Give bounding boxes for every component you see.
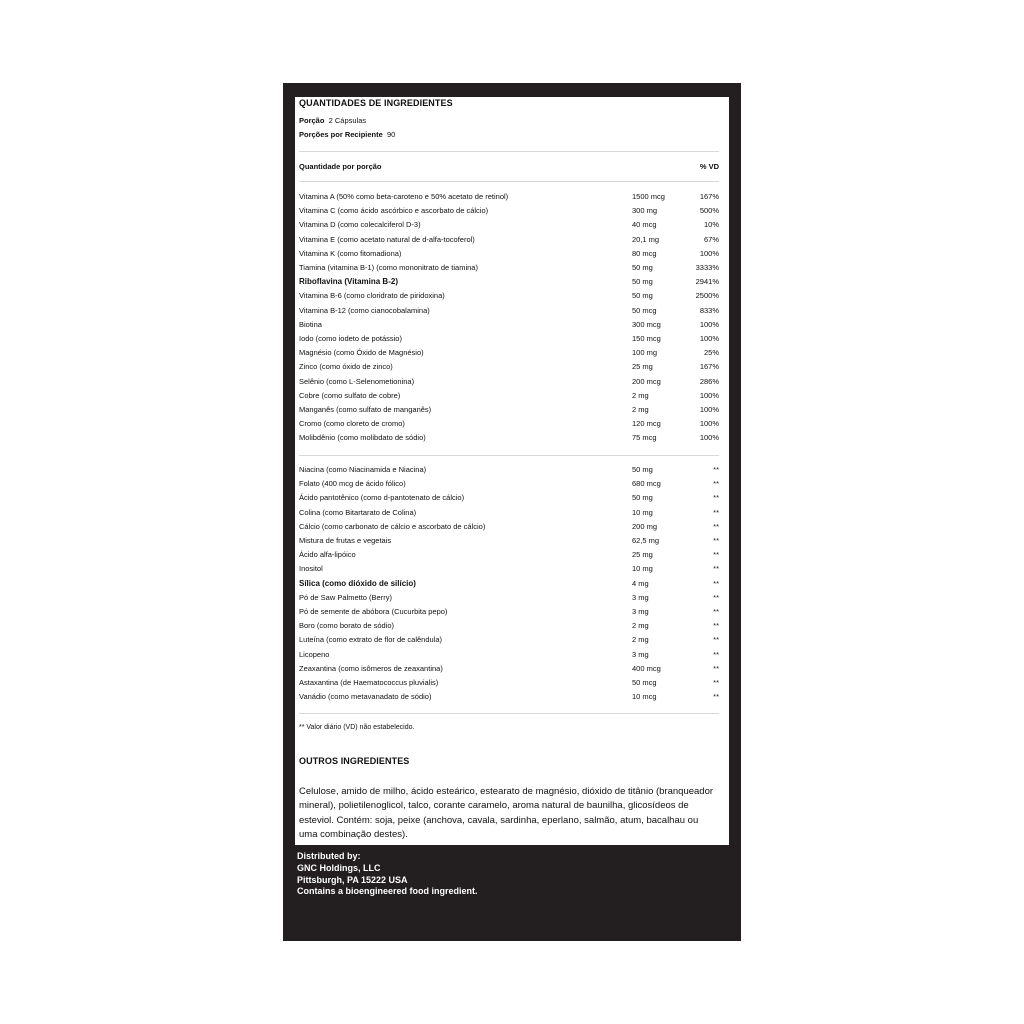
- nutrient-amount: 2 mg: [632, 390, 649, 400]
- nutrient-amount: 50 mg: [632, 493, 653, 503]
- nutrient-amount: 62,5 mg: [632, 536, 660, 545]
- nutrient-name: Boro (como borato de sódio): [299, 621, 395, 631]
- nutrient-amount: 2 mg: [632, 635, 649, 645]
- nutrient-dv: **: [713, 479, 719, 489]
- nutrient-amount: 300 mcg: [632, 319, 661, 329]
- nutrient-amount: 50 mg: [632, 277, 653, 287]
- table-row: [299, 619, 719, 633]
- table-row: [299, 506, 719, 520]
- servings-per-container-label: Porções por Recipiente: [299, 130, 383, 139]
- nutrient-dv: **: [713, 592, 719, 602]
- table-row: [299, 648, 719, 662]
- nutrient-amount: 40 mcg: [632, 220, 657, 230]
- table-row: [299, 190, 719, 204]
- table-row: [299, 332, 719, 346]
- nutrient-name: Zinco (como óxido de zinco): [299, 362, 393, 372]
- table-row: [299, 662, 719, 676]
- nutrient-amount: 50 mg: [632, 263, 653, 272]
- table-row: [299, 375, 719, 389]
- nutrient-name: Vanádio (como metavanadato de sódio): [299, 692, 432, 702]
- nutrient-dv: **: [713, 578, 719, 588]
- table-row: [299, 247, 719, 261]
- table-row: [299, 304, 719, 318]
- nutrient-dv: 500%: [699, 206, 719, 216]
- nutrient-name: Folato (400 mcg de ácido fólico): [299, 479, 406, 489]
- nutrient-amount: 50 mcg: [632, 305, 657, 315]
- table-row: [299, 463, 719, 477]
- table-row: [299, 318, 719, 332]
- nutrient-dv: **: [713, 678, 719, 687]
- nutrient-name: Cromo (como cloreto de cromo): [299, 419, 405, 429]
- nutrient-name: Vitamina K (como fitomadiona): [299, 248, 402, 258]
- nutrient-name: Vitamina C (como ácido ascórbico e ascorbato de cálcio): [299, 206, 489, 216]
- nutrient-amount: 4 mg: [632, 578, 649, 588]
- nutrient-amount: 120 mcg: [632, 419, 661, 429]
- table-row: [299, 360, 719, 374]
- nutrient-amount: 100 mg: [632, 348, 658, 358]
- table-row: [299, 204, 719, 218]
- divider: [299, 713, 719, 714]
- serving-size: [299, 116, 366, 125]
- table-row: [299, 520, 719, 534]
- nutrient-amount: 1500 mcg: [632, 192, 665, 201]
- distributor-company: GNC Holdings, LLC: [297, 862, 381, 873]
- table-row: [299, 534, 719, 548]
- amount-per-serving-header: Quantidade por porção: [299, 162, 382, 171]
- nutrient-amount: 80 mcg: [632, 248, 657, 258]
- nutrient-name: Ácido pantotênico (como d-pantotenato de cálcio): [299, 493, 465, 503]
- nutrient-dv: 833%: [699, 305, 719, 315]
- nutrient-dv: 286%: [699, 376, 719, 386]
- ingredients-title: QUANTIDADES DE INGREDIENTES: [299, 98, 453, 108]
- dv-footnote: ** Valor diário (VD) não estabelecido.: [299, 724, 415, 731]
- table-row: [299, 275, 719, 289]
- table-row: [299, 417, 719, 431]
- table-row: [299, 633, 719, 647]
- nutrient-name: Riboflavina (Vitamina B-2): [299, 277, 398, 287]
- table-row: [299, 577, 719, 591]
- nutrient-dv: **: [713, 607, 719, 616]
- nutrient-name: Molibdênio (como molibdato de sódio): [299, 433, 426, 443]
- nutrient-name: Licopeno: [299, 649, 330, 659]
- nutrient-dv: 167%: [699, 362, 719, 372]
- nutrient-amount: 200 mg: [632, 521, 658, 531]
- nutrient-amount: 20,1 mg: [632, 234, 660, 244]
- nutrient-dv: 167%: [699, 192, 719, 201]
- servings-per-container-value: 90: [386, 130, 396, 139]
- nutrient-name: Zeaxantina (como isômeros de zeaxantina): [299, 663, 443, 673]
- table-row: [299, 233, 719, 247]
- table-row: [299, 289, 719, 303]
- divider: [299, 455, 719, 456]
- nutrient-name: Manganês (como sulfato de manganês): [299, 405, 432, 414]
- nutrient-dv: 100%: [699, 334, 719, 343]
- table-row: [299, 389, 719, 403]
- nutrient-dv: 2941%: [695, 277, 719, 287]
- nutrient-name: Tiamina (vitamina B-1) (como mononitrato de tiamina): [299, 263, 478, 272]
- serving-value: 2 Cápsulas: [328, 116, 367, 125]
- table-row: [299, 676, 719, 690]
- nutrient-amount: 50 mcg: [632, 678, 657, 687]
- table-row: [299, 218, 719, 232]
- distributor-info: [297, 851, 597, 898]
- divider: [299, 181, 719, 182]
- nutrient-amount: 150 mcg: [632, 334, 661, 343]
- table-row: [299, 403, 719, 417]
- nutrient-name: Iodo (como iodeto de potássio): [299, 334, 402, 343]
- nutrient-name: Mistura de frutas e vegetais: [299, 536, 392, 545]
- distributor-line: Distributed by:: [297, 851, 361, 861]
- nutrient-amount: 75 mcg: [632, 433, 657, 443]
- table-row: [299, 690, 719, 704]
- ingredients-card: [295, 97, 729, 845]
- nutrient-name: Sílica (como dióxido de silício): [299, 578, 416, 588]
- nutrient-name: Vitamina B-12 (como cianocobalamina): [299, 305, 430, 315]
- distributor-address: Pittsburgh, PA 15222 USA: [297, 874, 408, 885]
- table-row: [299, 491, 719, 505]
- nutrient-amount: 25 mg: [632, 362, 653, 372]
- nutrient-amount: 3 mg: [632, 607, 649, 616]
- serving-label: Porção: [299, 116, 325, 125]
- nutrient-amount: 3 mg: [632, 649, 649, 659]
- dv-header: % VD: [699, 162, 719, 171]
- nutrient-amount: 10 mg: [632, 564, 653, 574]
- nutrient-dv: **: [713, 635, 719, 645]
- other-ingredients-text: Celulose, amido de milho, ácido esteárico, estearato de magnésio, dióxido de titânio (branqueador mineral), polietilenoglicol, talco, corante caramelo, aroma natural de baunilha, glicosídeos de esteviol. Contém: soja, peixe (anchova, cavala, sardinha, eperlano, salmão, atum, bacalhau ou uma combinação destes).: [299, 786, 714, 840]
- nutrient-name: Niacina (como Niacinamida e Niacina): [299, 465, 427, 474]
- nutrient-name: Astaxantina (de Haematococcus pluvialis): [299, 678, 439, 687]
- nutrient-dv: **: [713, 564, 719, 574]
- table-row: [299, 591, 719, 605]
- table-row: [299, 562, 719, 576]
- nutrient-name: Vitamina E (como acetato natural de d-alfa-tocoferol): [299, 234, 475, 244]
- table-row: [299, 261, 719, 275]
- divider: [299, 151, 719, 152]
- bioengineered-notice: Contains a bioengineered food ingredient.: [297, 886, 478, 897]
- nutrient-dv: 100%: [699, 390, 719, 400]
- nutrient-dv: 100%: [699, 319, 719, 329]
- nutrient-amount: 50 mg: [632, 465, 653, 474]
- table-row: [299, 605, 719, 619]
- nutrient-dv: 2500%: [695, 291, 719, 301]
- nutrient-name: Pó de semente de abóbora (Cucurbita pepo): [299, 607, 448, 616]
- table-row: [299, 346, 719, 360]
- nutrient-name: Cobre (como sulfato de cobre): [299, 390, 401, 400]
- nutrient-name: Luteína (como extrato de flor de calêndula): [299, 635, 443, 645]
- nutrient-amount: 10 mg: [632, 507, 653, 517]
- nutrient-amount: 10 mcg: [632, 692, 657, 702]
- nutrient-dv: **: [713, 521, 719, 531]
- nutrient-dv: **: [713, 692, 719, 702]
- nutrient-dv: **: [713, 536, 719, 545]
- nutrient-amount: 680 mcg: [632, 479, 661, 489]
- nutrient-name: Inositol: [299, 564, 323, 574]
- nutrient-dv: 100%: [699, 419, 719, 429]
- nutrient-dv: **: [713, 465, 719, 474]
- nutrient-amount: 50 mg: [632, 291, 653, 301]
- nutrient-name: Pó de Saw Palmetto (Berry): [299, 592, 392, 602]
- nutrient-dv: **: [713, 649, 719, 659]
- nutrient-dv: 100%: [699, 248, 719, 258]
- nutrient-name: Vitamina A (50% como beta-caroteno e 50% acetato de retinol): [299, 192, 509, 201]
- nutrient-dv: **: [713, 663, 719, 673]
- nutrient-name: Biotina: [299, 319, 322, 329]
- nutrient-amount: 2 mg: [632, 621, 649, 631]
- nutrient-name: Colina (como Bitartarato de Colina): [299, 507, 417, 517]
- nutrient-name: Ácido alfa-lipóico: [299, 550, 356, 560]
- nutrient-dv: **: [713, 493, 719, 503]
- nutrient-amount: 25 mg: [632, 550, 653, 560]
- nutrient-amount: 2 mg: [632, 405, 649, 414]
- nutrient-name: Cálcio (como carbonato de cálcio e ascorbato de cálcio): [299, 521, 486, 531]
- nutrient-dv: 10%: [703, 220, 719, 230]
- nutrient-dv: **: [713, 621, 719, 631]
- nutrient-name: Vitamina D (como colecalciferol D-3): [299, 220, 421, 230]
- nutrient-amount: 300 mg: [632, 206, 658, 216]
- servings-per-container: [299, 130, 395, 139]
- nutrient-amount: 200 mcg: [632, 376, 661, 386]
- other-ingredients-title: OUTROS INGREDIENTES: [299, 756, 410, 766]
- nutrient-amount: 3 mg: [632, 592, 649, 602]
- nutrient-name: Vitamina B-6 (como cloridrato de piridoxina): [299, 291, 445, 301]
- nutrient-name: Selênio (como L-Selenometionina): [299, 376, 415, 386]
- table-row: [299, 431, 719, 445]
- nutrient-dv: 100%: [699, 405, 719, 414]
- nutrient-dv: **: [713, 507, 719, 517]
- nutrient-dv: 3333%: [695, 263, 719, 272]
- nutrient-amount: 400 mcg: [632, 663, 661, 673]
- nutrient-dv: 25%: [703, 348, 719, 358]
- nutrient-dv: 67%: [703, 234, 719, 244]
- nutrient-name: Magnésio (como Óxido de Magnésio): [299, 348, 424, 358]
- nutrient-dv: 100%: [699, 433, 719, 443]
- table-row: [299, 548, 719, 562]
- table-row: [299, 477, 719, 491]
- nutrient-dv: **: [713, 550, 719, 560]
